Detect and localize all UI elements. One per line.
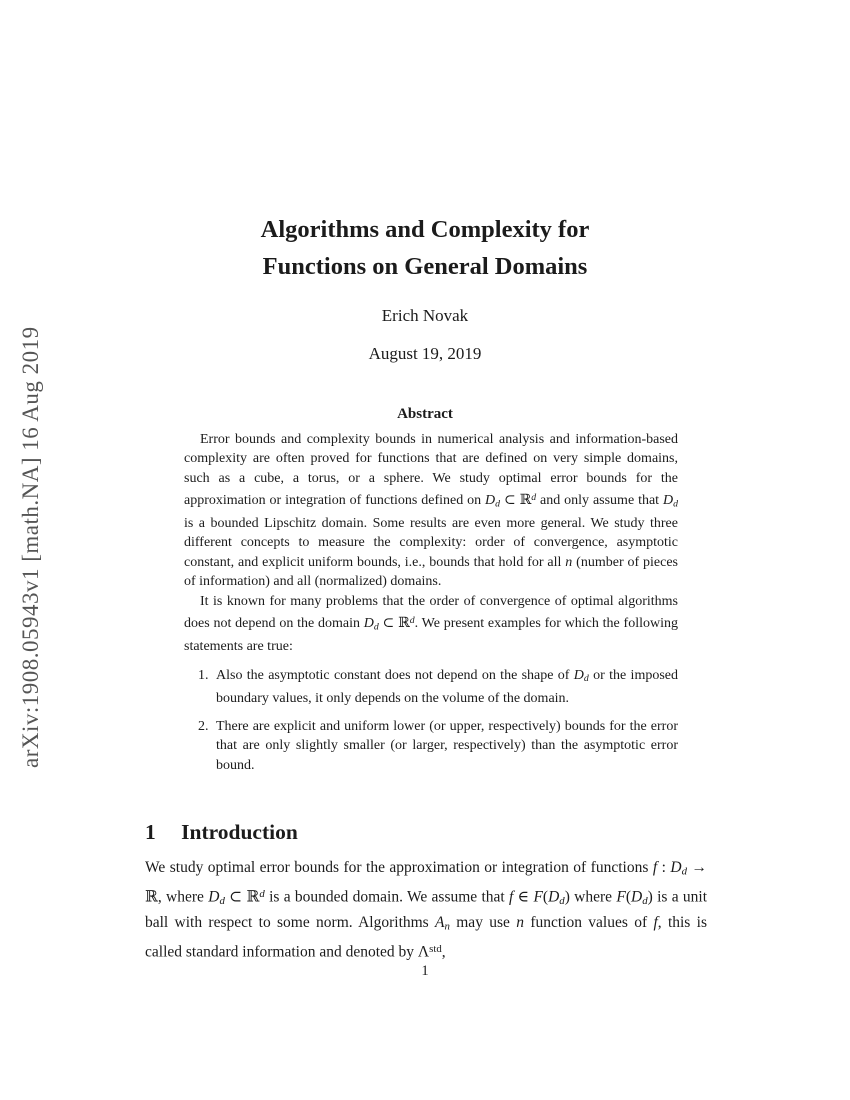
list-item-1-number: 1. [198,667,209,683]
paper-date: August 19, 2019 [368,344,482,363]
list-item-1-text: Also the asymptotic constant does not depend on the shape of Dd or the imposed boundary values, it only depends on the volume of the domain. [216,667,678,706]
paper-title [0,211,850,285]
title-line-2: Functions on General Domains [262,253,588,280]
list-item-2 [198,717,678,775]
list-item-2-text: There are explicit and uniform lower (or upper, respectively) bounds for the error that are only slightly smaller (or larger, respectively) than the asymptotic error bound. [216,718,678,773]
list-item-1 [198,666,678,708]
introduction-paragraph: We study optimal error bounds for the approximation or integration of functions f : Dd → ℝ, where Dd ⊂ ℝ$^d$ is a bounded domain. We assume that f ∈ F(Dd) where F(Dd) is a unit ball with respect to some norm. Algorithms An may use n function values of f, this is called standard information and denoted by $\Lambda^{std}$, [145,859,708,961]
abstract-paragraph-1: Error bounds and complexity bounds in numerical analysis and information-based complexity are often proved for functions that are defined on very simple domains, such as a cube, a torus, or a sphere. We study optimal error bounds for the approximation or integration of functions defined on Dd ⊂ ℝ$^d$ and only assume that Dd is a bounded Lipschitz domain. Some results are even more general. We study three different concepts to measure the complexity: order of convergence, asymptotic constant, and explicit uniform bounds, i.e., bounds that hold for all n (number of pieces of information) and all (normalized) domains. [184,432,678,590]
section-1-title: Introduction [181,820,298,844]
abstract-body [184,430,678,784]
abstract-paragraph-2: It is known for many problems that the order of convergence of optimal algorithms does not depend on the domain Dd ⊂ ℝ$^d$. We present examples for which the following statements are true: [184,593,678,654]
abstract-list [184,666,678,775]
abstract-heading: Abstract [397,406,453,422]
arxiv-watermark: arXiv:1908.05943v1 [math.NA] 16 Aug 2019 [18,326,43,768]
section-1-heading [145,820,298,845]
page-number: 1 [421,963,429,979]
author-name: Erich Novak [381,306,469,325]
section-1-number: 1 [145,820,156,844]
list-item-2-number: 2. [198,718,209,734]
title-line-1: Algorithms and Complexity for [260,216,590,243]
